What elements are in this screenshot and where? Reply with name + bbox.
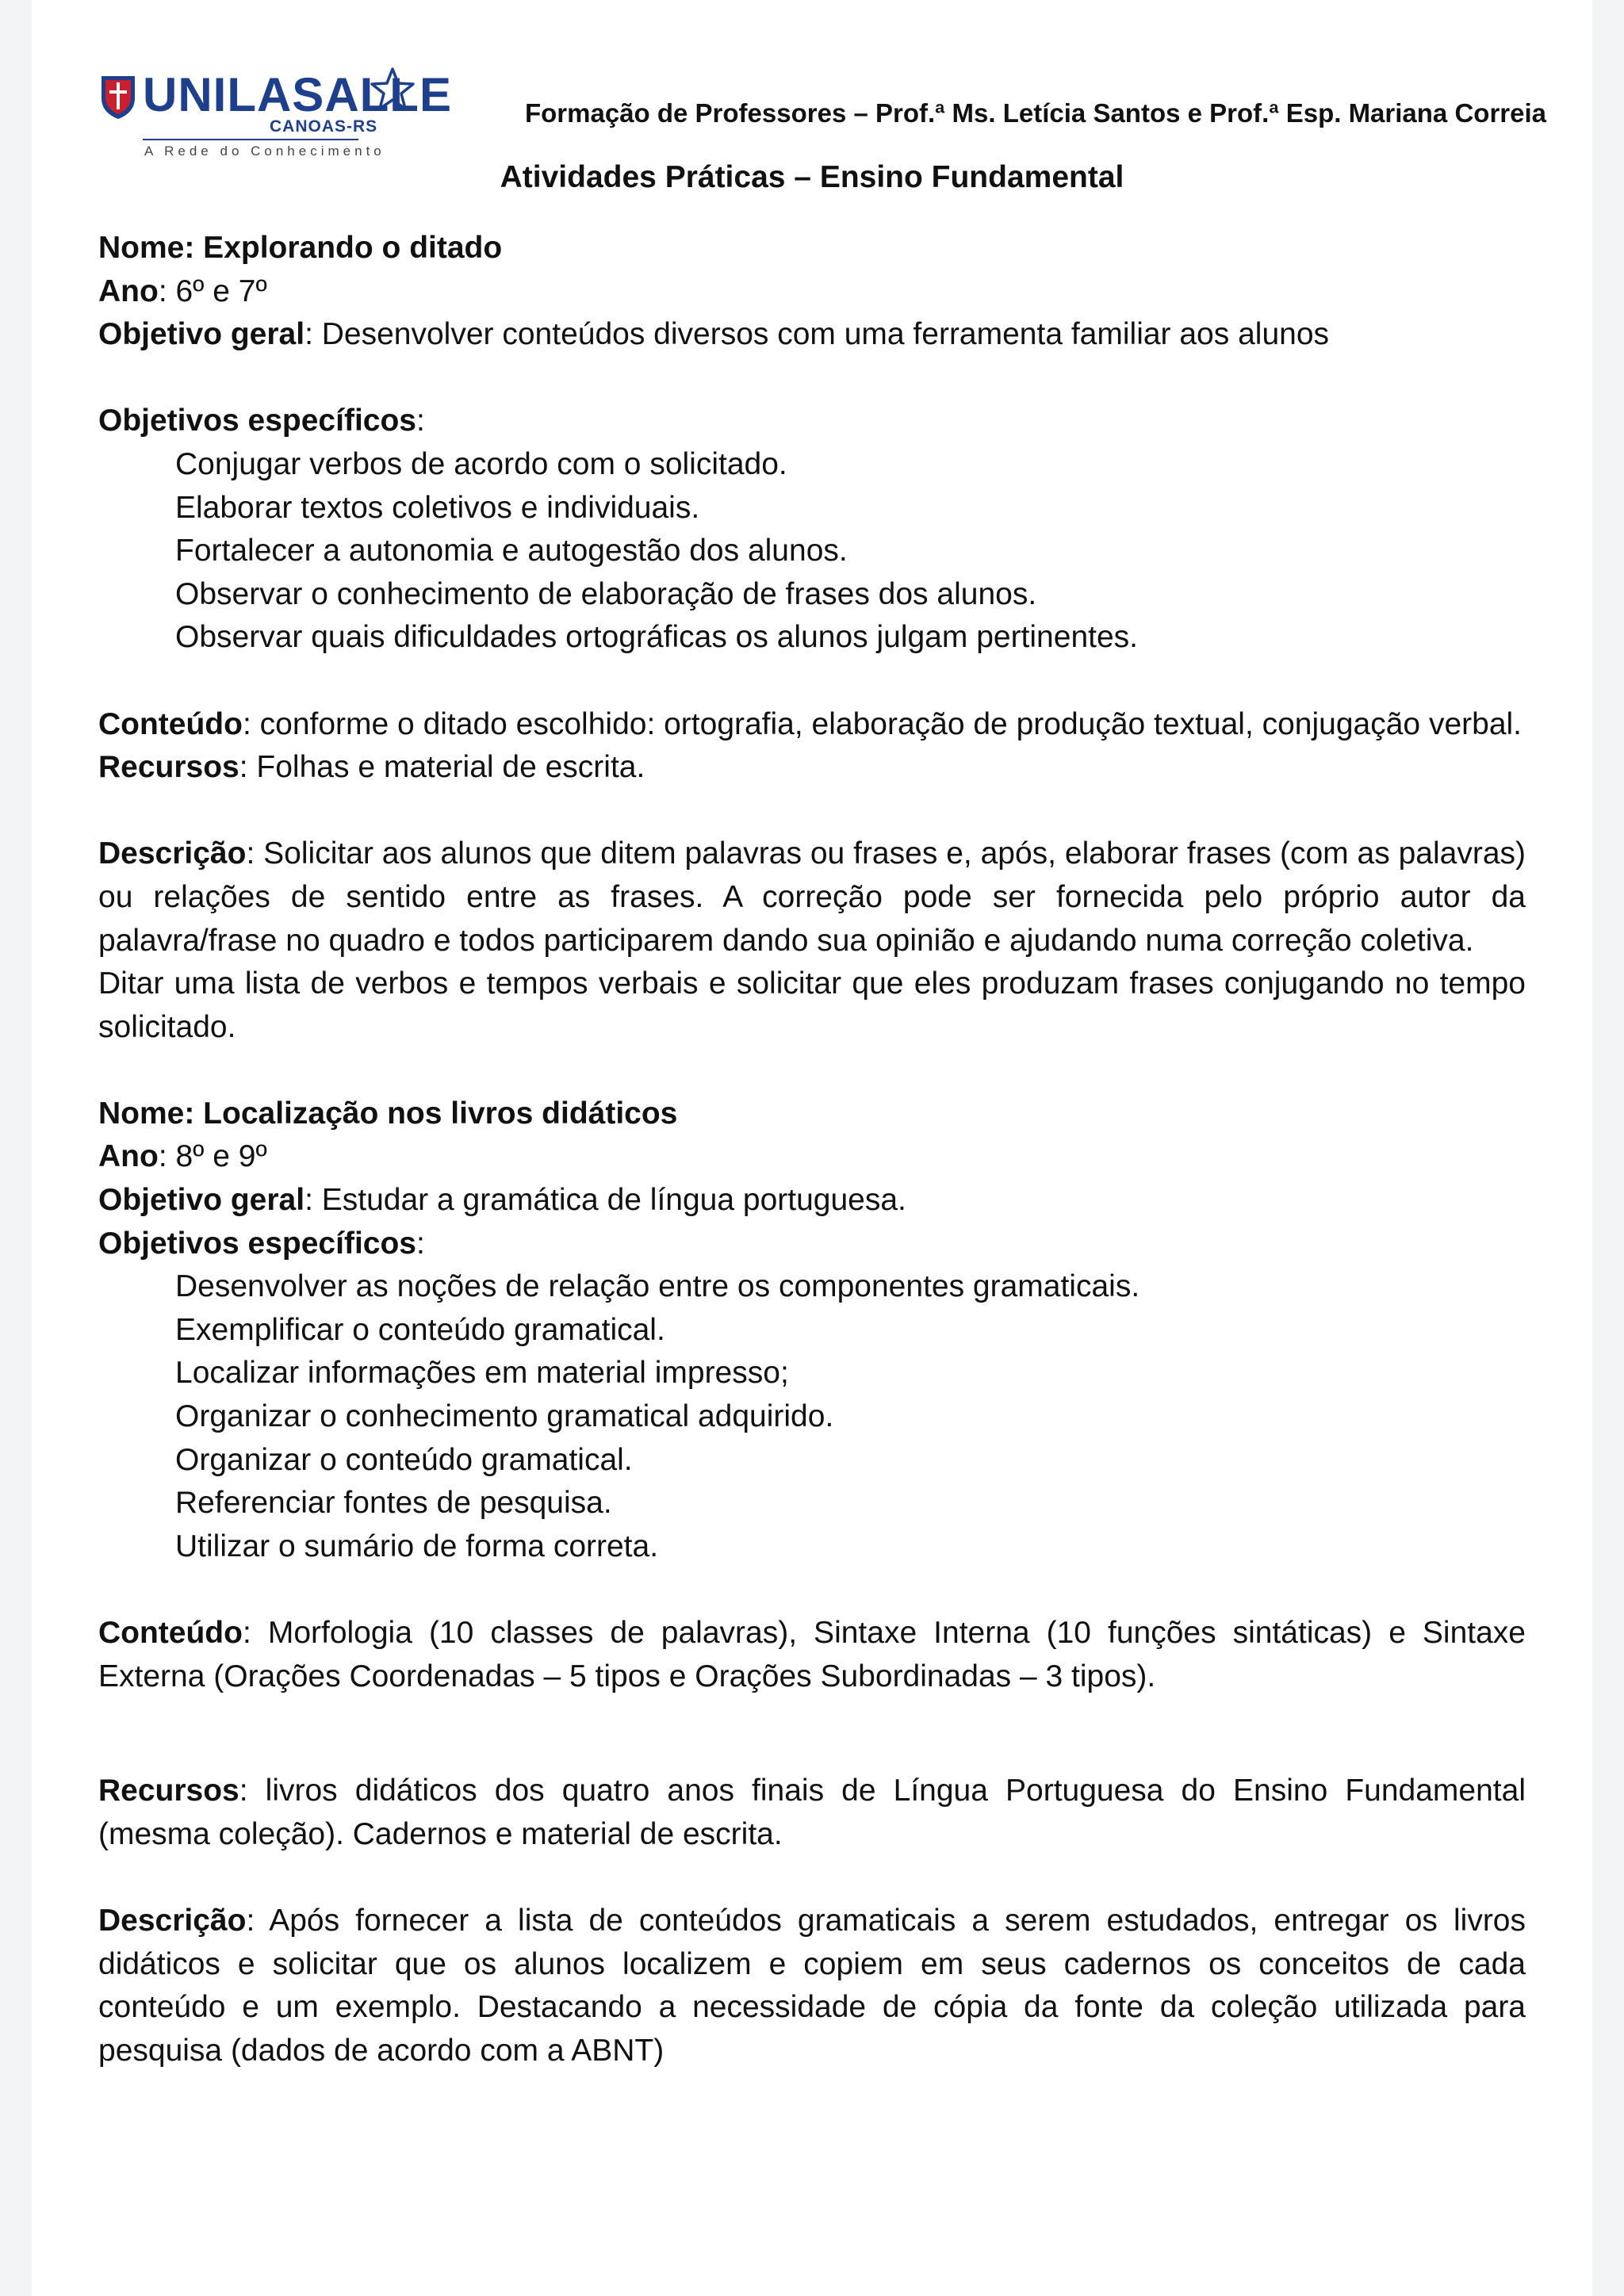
field-objetivos-especificos	[98, 1223, 1526, 1266]
list-item: Localizar informações em material impresso;	[175, 1356, 789, 1391]
list-item: Organizar o conteúdo gramatical.	[175, 1442, 633, 1477]
field-descricao	[98, 832, 1526, 962]
objectives-list	[98, 1265, 1526, 1568]
spacer	[98, 660, 1526, 703]
field-label: Descrição	[98, 836, 247, 871]
spacer	[98, 790, 1526, 833]
list-item: Exemplificar o conteúdo gramatical.	[175, 1312, 665, 1347]
field-objetivo-geral	[98, 313, 1526, 357]
field-label: Objetivos específicos	[98, 404, 416, 438]
list-item: Observar o conhecimento de elaboração de frases dos alunos.	[175, 576, 1037, 611]
field-ano	[98, 1135, 1526, 1179]
list-item: Observar quais dificuldades ortográficas os alunos julgam pertinentes.	[175, 620, 1138, 655]
spacer	[98, 1856, 1526, 1900]
field-value: :	[416, 1226, 425, 1261]
document-title: Atividades Práticas – Ensino Fundamental	[500, 160, 1124, 194]
activity-name: Nome: Localização nos livros didáticos	[98, 1096, 678, 1131]
field-value: : Estudar a gramática de língua portuguesa.	[304, 1183, 906, 1218]
star-icon	[370, 67, 416, 113]
header-authors: Formação de Professores – Prof.ª Ms. Letícia Santos e Prof.ª Esp. Mariana Correia	[524, 98, 1546, 128]
logo-brand-text: UNILASALLE	[143, 68, 452, 121]
field-recursos	[98, 746, 1526, 790]
field-value: : livros didáticos dos quatro anos finais de Língua Portuguesa do Ensino Fundamental (mesma coleção). Cadernos e material de escrita.	[98, 1774, 1526, 1851]
list-item: Utilizar o sumário de forma correta.	[175, 1529, 659, 1563]
list-item: Organizar o conhecimento gramatical adquirido.	[175, 1399, 834, 1434]
field-value: : Após fornecer a lista de conteúdos gramaticais a serem estudados, entregar os livros didáticos e solicitar que os alunos localizem e copiem em seus cadernos os conceitos de cada conteúdo e um exemplo. Destacando a necessidade de cópia da fonte da coleção utilizada para pesquisa (dados de acordo com a ABNT)	[98, 1903, 1526, 2068]
field-objetivos-especificos	[98, 400, 1526, 443]
field-label: Conteúdo	[98, 706, 243, 741]
spacer	[98, 357, 1526, 400]
activity-explorando-ditado	[98, 227, 1526, 1049]
objectives-list	[98, 443, 1526, 660]
field-descricao	[98, 1900, 1526, 2072]
spacer	[98, 1049, 1526, 1093]
activity-localizacao-livros	[98, 1093, 1526, 2072]
spacer	[98, 1698, 1526, 1770]
logo-divider	[143, 139, 358, 140]
field-recursos	[98, 1770, 1526, 1856]
list-item: Desenvolver as noções de relação entre os componentes gramaticais.	[175, 1269, 1140, 1304]
unilasalle-logo	[71, 62, 452, 165]
field-objetivo-geral	[98, 1179, 1526, 1223]
field-label: Recursos	[98, 750, 239, 785]
activity-name: Nome: Explorando o ditado	[98, 231, 503, 265]
field-label: Ano	[98, 274, 159, 308]
list-item: Fortalecer a autonomia e autogestão dos alunos.	[175, 534, 848, 568]
field-ano	[98, 270, 1526, 314]
document-page	[32, 0, 1592, 2296]
document-body	[98, 227, 1526, 2072]
logo-city: CANOAS-RS	[270, 117, 378, 136]
field-value: : conforme o ditado escolhido: ortografia, elaboração de produção textual, conjugação verbal.	[242, 706, 1522, 741]
field-value: : Morfologia (10 classes de palavras), Sintaxe Interna (10 funções sintáticas) e Sintaxe Externa (Orações Coordenadas – 5 tipos e Orações Subordinadas – 3 tipos).	[98, 1616, 1526, 1693]
field-label: Objetivo geral	[98, 1183, 305, 1218]
field-conteudo	[98, 703, 1526, 747]
field-label: Conteúdo	[98, 1616, 243, 1650]
logo-tagline: A Rede do Conhecimento	[144, 144, 385, 159]
field-value: : Solicitar aos alunos que ditem palavras ou frases e, após, elaborar frases (com as palavras) ou relações de sentido entre as frases. A correção pode ser fornecida pelo próprio autor da palavra/frase no quadro e todos participarem dando sua opinião e ajudando numa correção coletiva.	[98, 836, 1526, 958]
field-value: : Folhas e material de escrita.	[239, 750, 645, 785]
field-label: Descrição	[98, 1903, 247, 1938]
list-item: Referenciar fontes de pesquisa.	[175, 1486, 612, 1521]
shield-icon	[100, 75, 136, 121]
field-label: Objetivos específicos	[98, 1226, 416, 1261]
list-item: Conjugar verbos de acordo com o solicitado.	[175, 446, 787, 481]
field-label: Ano	[98, 1139, 159, 1174]
descricao-extra: Ditar uma lista de verbos e tempos verbais e solicitar que eles produzam frases conjugando no tempo solicitado.	[98, 966, 1526, 1044]
field-label: Objetivo geral	[98, 317, 305, 352]
field-value: :	[416, 404, 425, 438]
list-item: Elaborar textos coletivos e individuais.	[175, 490, 700, 525]
field-conteudo	[98, 1612, 1526, 1698]
field-value: : Desenvolver conteúdos diversos com uma ferramenta familiar aos alunos	[304, 317, 1330, 352]
spacer	[98, 1568, 1526, 1612]
field-value: : 6º e 7º	[158, 274, 267, 308]
field-value: : 8º e 9º	[158, 1139, 267, 1174]
field-label: Recursos	[98, 1774, 239, 1808]
